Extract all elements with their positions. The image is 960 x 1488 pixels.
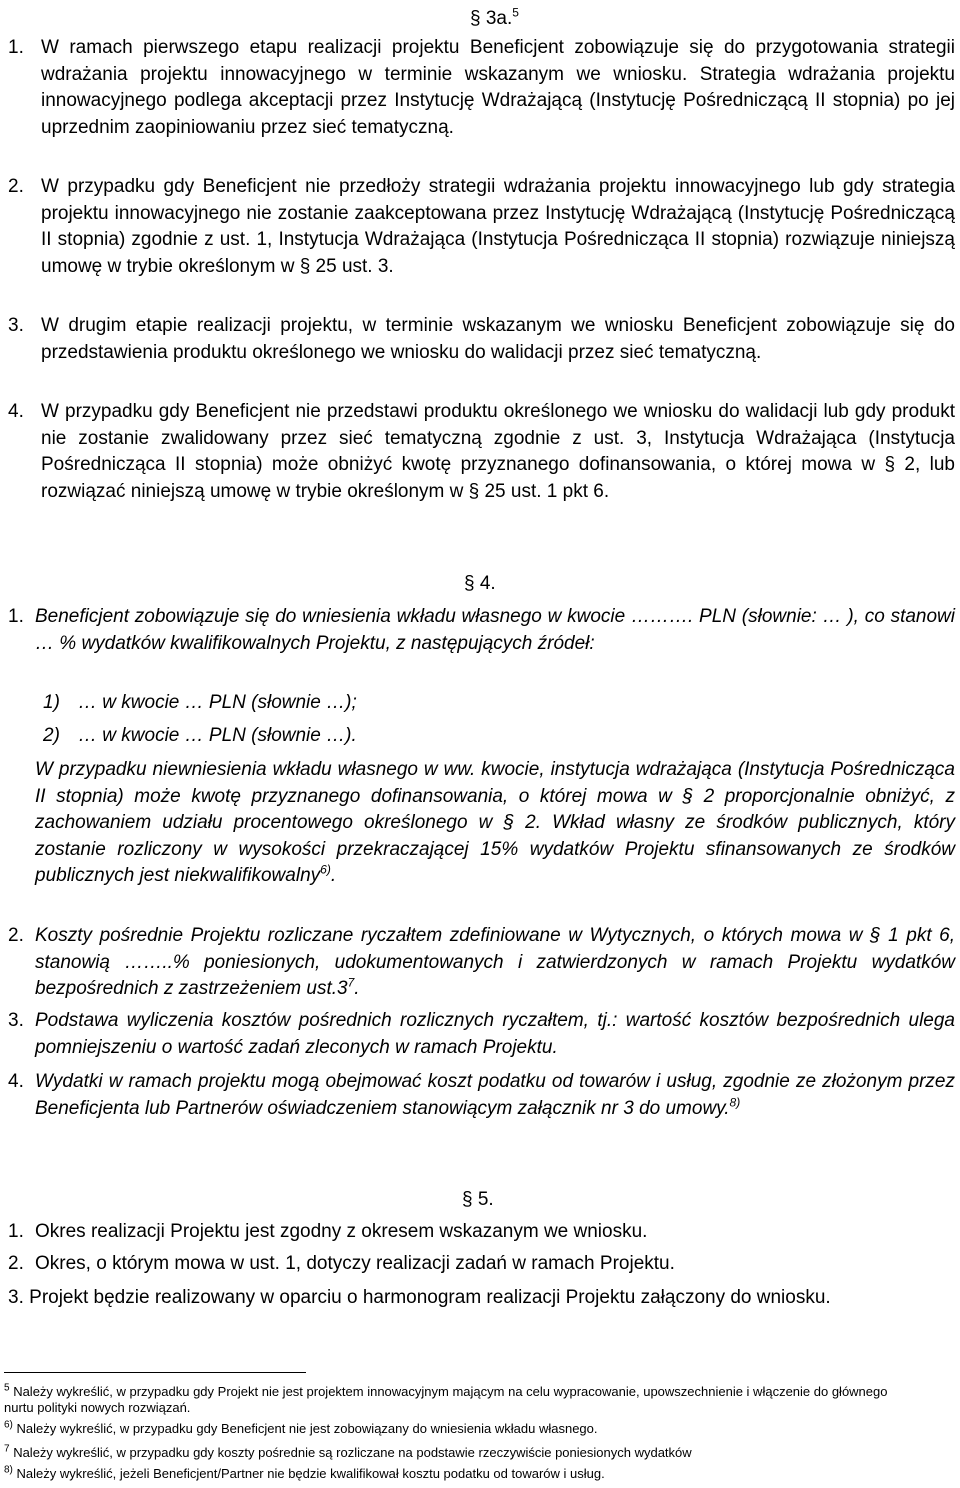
paragraph-number: 3. bbox=[8, 1010, 24, 1031]
section-4-paragraph-2: Koszty pośrednie Projektu rozliczane ryczałtem zdefiniowane w Wytycznych, o których mowa w § 1 pkt 6, stanowią ……..% poniesionych, udokumentowanych i zatwierdzonych w ramach Projektu wydatków bezpośrednich z zastrzeżeniem $ust.3^7$. bbox=[35, 925, 955, 999]
section-5-paragraph-3: 3. Projekt będzie realizowany w oparciu o harmonogram realizacji Projektu załączony do wniosku. bbox=[8, 1287, 831, 1308]
section-4-paragraph-1: Beneficjent zobowiązuje się do wniesienia wkładu własnego w kwocie ………. PLN (słownie: … ), co stanowi … % wydatków kwalifikowalnych Projektu, z następujących źródeł: bbox=[35, 606, 955, 654]
paragraph-number: 2. bbox=[8, 176, 24, 197]
own-contribution-source-1: … w kwocie … PLN (słownie …); bbox=[78, 692, 357, 713]
paragraph-number: 2. bbox=[8, 925, 24, 946]
section-4-paragraph-3: Podstawa wyliczenia kosztów pośrednich rozlicznych ryczałtem, tj.: wartość kosztów bezpośrednich ulega pomniejszeniu o wartość zadań zleconych w ramach Projektu. bbox=[35, 1010, 955, 1058]
own-contribution-source-2: … w kwocie … PLN (słownie …). bbox=[78, 725, 357, 746]
section-4-paragraph-4: Wydatki w ramach projektu mogą obejmować koszt podatku od towarów i usług, zgodnie ze złożonym przez Beneficjenta lub Partnerów oświadczeniem stanowiącym załącznik nr 3 do umowy.$^{8)}$ bbox=[35, 1071, 955, 1119]
paragraph-number: 4. bbox=[8, 401, 24, 422]
footnote-6: $^{6)}$ Należy wykreślić, w przypadku gdy Beneficjent nie jest zobowiązany do wniesienia wkładu własnego. bbox=[4, 1419, 598, 1436]
paragraph-number: 1. bbox=[8, 606, 24, 627]
section-3a-heading: § 3a.$^5$ bbox=[470, 5, 519, 29]
paragraph-number: 4. bbox=[8, 1071, 24, 1092]
section-5-heading: § 5. bbox=[462, 1189, 494, 1210]
paragraph-number: 1. bbox=[8, 37, 24, 58]
footnote-5: $^5$ Należy wykreślić, w przypadku gdy Projekt nie jest projektem innowacyjnym mającym na celu wypracowanie, upowszechnienie i włączenie do głównego nurtu polityki nowych rozwiązań. bbox=[4, 1382, 888, 1415]
section-3a-paragraph-4: W przypadku gdy Beneficjent nie przedstawi produktu określonego we wniosku do walidacji lub gdy produkt nie zostanie zwalidowany przez sieć tematyczną zgodnie z ust. 3, Instytucja Wdrażająca (Instytucja Pośrednicząca II stopnia) może obniżyć kwotę przyznanego dofinansowania, o której mowa w § 2, lub rozwiązać niniejszą umowę w trybie określonym w § 25 ust. 1 pkt 6. bbox=[41, 401, 955, 502]
footnote-separator bbox=[4, 1372, 306, 1373]
footnote-ref-8: 8) bbox=[729, 1095, 741, 1110]
sub-item-number: 2) bbox=[43, 725, 60, 746]
section-5-paragraph-2: Okres, o którym mowa w ust. 1, dotyczy realizacji zadań w ramach Projektu. bbox=[35, 1253, 675, 1274]
section-3a-paragraph-3: W drugim etapie realizacji projektu, w terminie wskazanym we wniosku Beneficjent zobowiązuje się do przedstawienia produktu określonego we wniosku do walidacji przez sieć tematyczną. bbox=[41, 315, 955, 363]
paragraph-number: 2. bbox=[8, 1253, 24, 1274]
section-4-paragraph-1-continued: W przypadku niewniesienia wkładu własnego w ww. kwocie, instytucja wdrażająca (Instytucja Pośrednicząca II stopnia) może kwotę przyznanego dofinansowania, o której mowa w § 2 proporcjonalnie obniżyć, z zachowaniem udziału procentowego określonego w § 2. Wkład własny ze środków publicznych, który zostanie rozliczony w wysokości przekraczającej 15% wydatków Projektu sfinansowanych ze środków publicznych jest niekwalifikowalny$^{6)}$. bbox=[35, 759, 955, 886]
section-3a-paragraph-1: W ramach pierwszego etapu realizacji projektu Beneficjent zobowiązuje się do przygotowania strategii wdrażania projektu innowacyjnego w terminie wskazanym we wniosku. Strategia wdrażania projektu innowacyjnego podlega akceptacji przez Instytucję Wdrażającą (Instytucję Pośredniczącą II stopnia) po jej uprzednim zaopiniowaniu przez sieć tematyczną. bbox=[41, 37, 955, 138]
footnote-ref-6: 6) bbox=[320, 862, 331, 877]
paragraph-number: 1. bbox=[8, 1221, 24, 1242]
footnote-8: $^{8)}$ Należy wykreślić, jeżeli Beneficjent/Partner nie będzie kwalifikował kosztu podatku od towarów i usług. bbox=[4, 1464, 605, 1481]
footnote-7: $^7$ Należy wykreślić, w przypadku gdy koszty pośrednie są rozliczane na podstawie rzeczywiście poniesionych wydatków bbox=[4, 1443, 692, 1460]
sub-item-number: 1) bbox=[43, 692, 60, 713]
section-3a-paragraph-2: W przypadku gdy Beneficjent nie przedłoży strategii wdrażania projektu innowacyjnego lub gdy strategia projektu innowacyjnego nie zostanie zaakceptowana przez Instytucję Wdrażającą (Instytucję Pośredniczącą II stopnia) zgodnie z ust. 1, Instytucja Wdrażająca (Instytucja Pośrednicząca II stopnia) rozwiązuje niniejszą umowę w trybie określonym w § 25 ust. 3. bbox=[41, 176, 955, 277]
paragraph-number: 3. bbox=[8, 315, 24, 336]
footnote-ref-5: 5 bbox=[512, 5, 519, 20]
footnote-ref-7: 7 bbox=[347, 975, 355, 990]
section-5-paragraph-1: Okres realizacji Projektu jest zgodny z okresem wskazanym we wniosku. bbox=[35, 1221, 648, 1242]
section-4-heading: § 4. bbox=[464, 573, 496, 594]
